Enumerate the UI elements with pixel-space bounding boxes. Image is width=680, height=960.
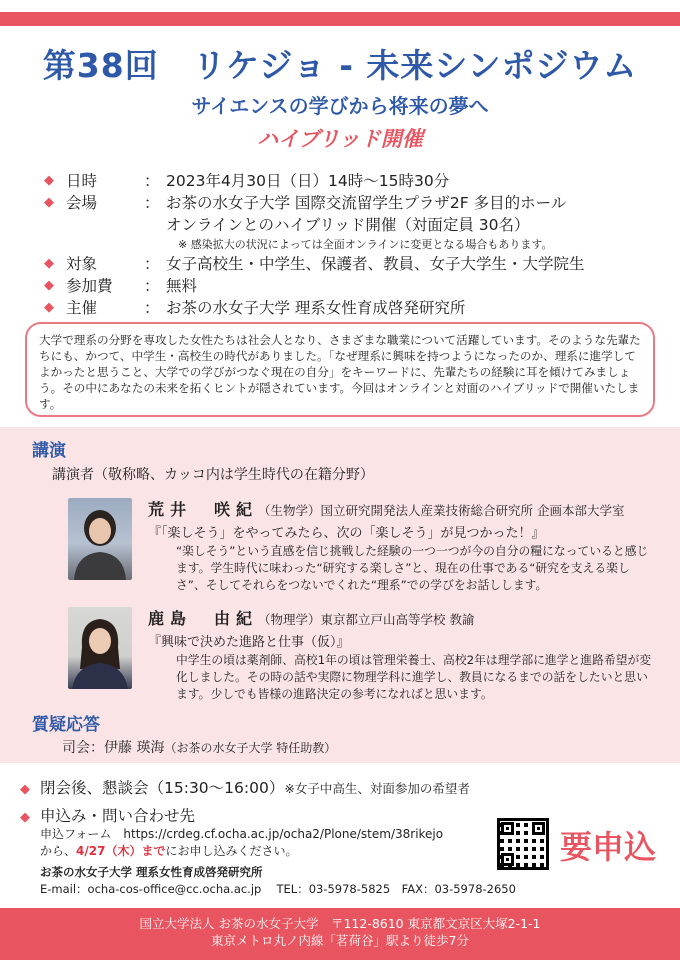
- top-stripe: [0, 12, 680, 26]
- info-colon: ：: [144, 299, 160, 317]
- moderator-affiliation: （お茶の水女子大学 特任助教）: [164, 741, 337, 755]
- speaker-affiliation: 東京都立戸山高等学校 教諭: [320, 612, 475, 627]
- qr-code-icon[interactable]: [497, 818, 549, 870]
- talk-description: 中学生の頃は薬剤師、高校1年の頃は管理栄養士、高校2年は理学部に進学と進路希望が変化しました。その時の話や実際に物理学科に進学し、教員になるまでの話をしたいと思います。少しでも皆様の進路決定の参考になればと思います。: [176, 653, 652, 701]
- speaker-affiliation: 国立研究開発法人産業技術総合研究所 企画本部大学室: [320, 503, 625, 518]
- talk-title: 『「楽しそう」をやってみたら、次の「楽しそう」が見つかった！』: [148, 526, 545, 541]
- top-bar: [0, 0, 680, 28]
- info-value: 女子高校生・中学生、保護者、教員、女子大学生・大学院生: [166, 255, 585, 273]
- speaker-photo: [68, 607, 132, 689]
- contact-info: E-mail：ocha-cos-office@cc.ocha.ac.jp TEL：03-5978-5825 FAX：03-5978-2650: [40, 882, 516, 896]
- organizer: お茶の水女子大学 理系女性育成啓発研究所: [40, 865, 263, 879]
- event-info: [44, 170, 664, 319]
- footer: [0, 908, 680, 960]
- info-label: 主催: [66, 299, 98, 317]
- talk-description: “楽しそう”という直感を信じ挑戦した経験の一つ一つが今の自分の糧になっていると感じます。学生時代に味わった“研究する楽しさ”と、現在の仕事である“研究を支える楽しさ”、そしてそれらをつないでくれた“理系”での学びをお話しします。: [176, 544, 649, 592]
- diamond-icon: ◆: [44, 173, 54, 188]
- apply-form-info: [40, 826, 500, 860]
- speaker-name-line: [148, 606, 658, 629]
- info-colon: ：: [144, 194, 160, 212]
- info-colon: ：: [144, 172, 160, 190]
- deadline-line: [40, 843, 500, 860]
- info-row-venue: [44, 192, 664, 214]
- info-label: 参加費: [66, 277, 113, 295]
- hybrid-label: ハイブリッド開催: [257, 127, 423, 151]
- diamond-icon: ◆: [20, 810, 30, 825]
- info-value: 2023年4月30日（日）14時～15時30分: [166, 172, 450, 190]
- closing-text: 閉会後、懇談会（15:30～16:00）: [40, 779, 285, 797]
- speaker-name: 荒井 咲紀: [148, 500, 259, 519]
- speaker-name-line: [148, 497, 658, 520]
- speaker-photo: [68, 498, 132, 580]
- venue-hybrid: オンラインとのハイブリッド開催（対面定員 30名）: [166, 216, 530, 234]
- speaker-block: [148, 497, 658, 594]
- footer-access: 東京メトロ丸ノ内線「茗荷谷」駅より徒歩7分: [211, 933, 469, 948]
- event-subtitle: サイエンスの学びから将来の夢へ: [191, 94, 489, 118]
- must-apply-badge: 要申込: [560, 828, 657, 866]
- diamond-icon: ◆: [44, 300, 54, 315]
- footer-address: 国立大学法人 お茶の水女子大学 〒112-8610 東京都文京区大塚2-1-1: [139, 916, 541, 931]
- deadline-date: 4/27（木）まで: [76, 844, 166, 858]
- info-value: お茶の水女子大学 理系女性育成啓発研究所: [166, 299, 466, 317]
- info-row-date: [44, 170, 664, 192]
- info-value: 無料: [166, 277, 198, 295]
- venue-note: ※ 感染拡大の状況によっては全面オンラインに変更となる場合もあります。: [178, 238, 553, 251]
- person-icon: [68, 498, 132, 580]
- event-title: 第38回 リケジョ - 未来シンポジウム: [42, 46, 638, 85]
- info-colon: ：: [144, 255, 160, 273]
- moderator: [62, 737, 336, 757]
- deadline-post: にお申し込みください。: [165, 844, 298, 858]
- closing-note: ※女子中高生、対面参加の希望者: [284, 781, 470, 796]
- deadline-pre: から、: [40, 844, 77, 858]
- info-colon: ：: [144, 277, 160, 295]
- info-label: 対象: [66, 255, 98, 273]
- intro-box: 大学で理系の分野を専攻した女性たちは社会人となり、さまざまな職業について活躍しています。そのような先輩たちにも、かつて、中学生・高校生の時代がありました。「なぜ理系に興味を持つようになったのか、理系に進学してよかったと思うこと、大学での学びがつなぐ現在の自分」をキーワードに、先輩たちの経験に耳を傾けてみましょう。その中にあなたの未来を拓くヒントが隠されています。今回はオンラインと対面のハイブリッドで開催いたします。: [25, 322, 655, 417]
- talk-title: 『興味で決めた進路と仕事（仮）』: [148, 635, 350, 650]
- qr-finder: [501, 822, 514, 835]
- speaker-field: （物理学）: [258, 612, 321, 627]
- info-row-host: [44, 297, 664, 319]
- diamond-icon: ◆: [44, 278, 54, 293]
- lecture-heading: 講演: [32, 441, 66, 461]
- apply-heading-line: [20, 804, 195, 826]
- diamond-icon: ◆: [20, 782, 30, 797]
- apply-heading: 申込み・問い合わせ先: [40, 807, 196, 825]
- info-label: 会場: [66, 194, 98, 212]
- person-icon: [68, 607, 132, 689]
- closing-session: [20, 776, 470, 798]
- qr-finder: [501, 853, 514, 866]
- diamond-icon: ◆: [44, 256, 54, 271]
- speaker-field: （生物学）: [258, 503, 321, 518]
- info-value: お茶の水女子大学 国際交流留学生プラザ2F 多目的ホール: [166, 194, 567, 212]
- speaker-name: 鹿島 由紀: [148, 609, 259, 628]
- qa-heading: 質疑応答: [32, 715, 100, 735]
- form-url[interactable]: 申込フォーム https://crdeg.cf.ocha.ac.jp/ocha2/Plone/stem/38rikejo: [40, 827, 444, 841]
- info-row-target: [44, 253, 664, 275]
- qr-finder: [532, 822, 545, 835]
- info-row-fee: [44, 275, 664, 297]
- info-label: 日時: [66, 172, 98, 190]
- moderator-name: 司会：伊藤 瑛海: [62, 740, 165, 756]
- lecture-note: 講演者（敬称略、カッコ内は学生時代の在籍分野）: [52, 467, 374, 483]
- diamond-icon: ◆: [44, 195, 54, 210]
- speaker-block: [148, 606, 658, 703]
